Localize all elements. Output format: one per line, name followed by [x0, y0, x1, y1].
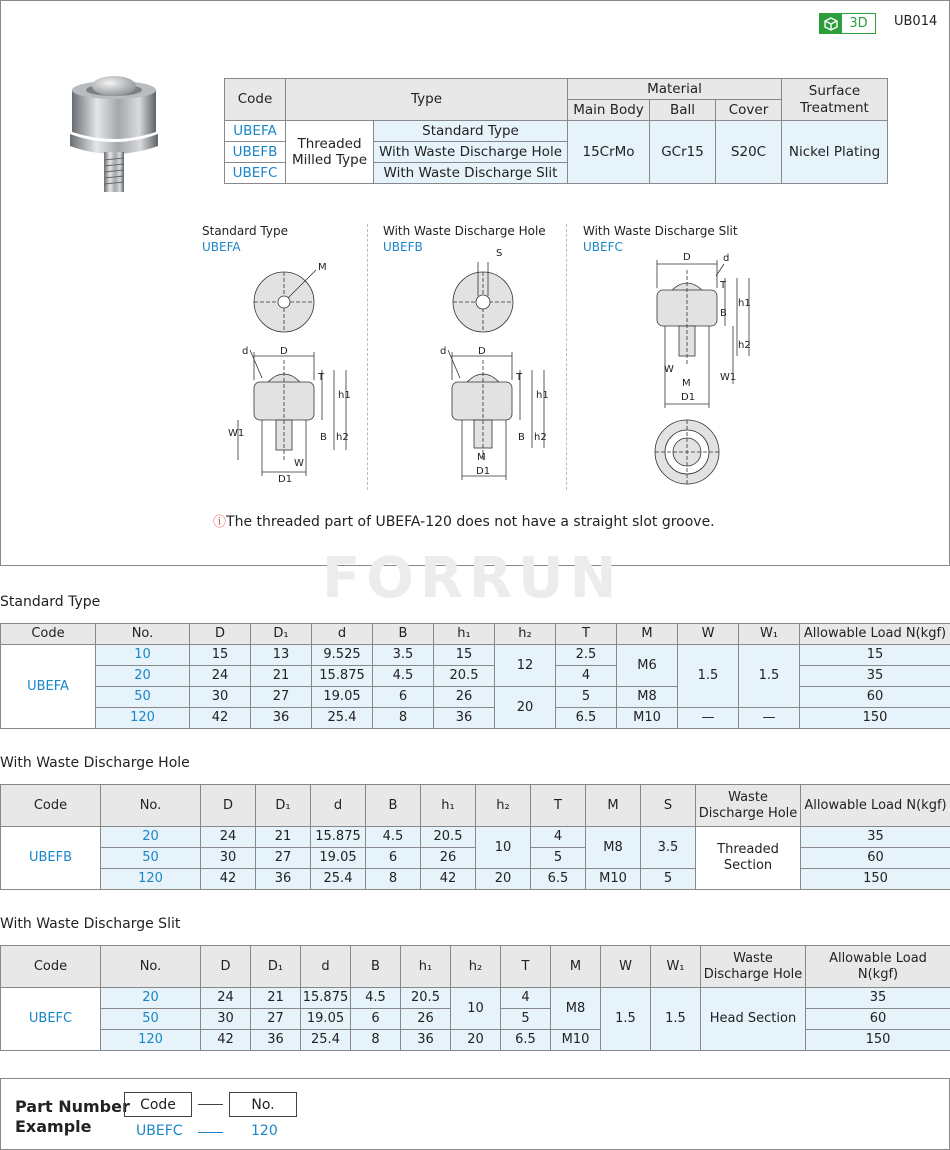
part-number-example — [0, 1078, 950, 1150]
cell: 6 — [373, 687, 434, 708]
watermark: FORRUN — [322, 546, 623, 611]
col-header: D — [201, 785, 256, 827]
cell: 19.05 — [311, 848, 366, 869]
header-main-body: Main Body — [568, 100, 650, 121]
dim-label: T — [516, 372, 523, 383]
surface-value: Nickel Plating — [782, 121, 888, 184]
subtype: With Waste Discharge Hole — [374, 142, 568, 163]
cell: 42 — [190, 708, 251, 729]
dim-label: h1 — [738, 298, 751, 309]
cell: 21 — [251, 988, 301, 1009]
no-cell[interactable]: 120 — [101, 1030, 201, 1051]
table-row — [1, 645, 950, 666]
header-cover: Cover — [716, 100, 782, 121]
cell: 6.5 — [531, 869, 586, 890]
cell: — — [678, 708, 739, 729]
no-cell[interactable]: 50 — [101, 1009, 201, 1030]
header-code: Code — [225, 79, 286, 121]
dim-label: B — [720, 308, 727, 319]
col-header: Allowable Load N(kgf) — [801, 785, 950, 827]
cell: 25.4 — [312, 708, 373, 729]
subtype: Standard Type — [374, 121, 568, 142]
header-ball: Ball — [650, 100, 716, 121]
no-value: 120 — [251, 1123, 278, 1139]
info-icon: ⓘ — [213, 515, 227, 530]
header-surface: Surface Treatment — [782, 79, 888, 121]
cell: 19.05 — [301, 1009, 351, 1030]
cell: 4.5 — [351, 988, 401, 1009]
cell: 26 — [401, 1009, 451, 1030]
section-title: With Waste Discharge Hole — [0, 755, 190, 771]
cell: 25.4 — [301, 1030, 351, 1051]
col-header: B — [373, 624, 434, 645]
cell: 24 — [201, 988, 251, 1009]
technical-drawings — [0, 0, 950, 566]
section-title: With Waste Discharge Slit — [0, 916, 181, 932]
no-cell[interactable]: 120 — [101, 869, 201, 890]
col-header: h₁ — [401, 946, 451, 988]
col-header: B — [366, 785, 421, 827]
no-cell[interactable]: 10 — [96, 645, 190, 666]
col-header: M — [551, 946, 601, 988]
cell: 15 — [434, 645, 495, 666]
table-row — [1, 687, 950, 708]
col-header: Allowable Load N(kgf) — [800, 624, 950, 645]
cell: M8 — [617, 687, 678, 708]
cell: 26 — [421, 848, 476, 869]
dim-label: d — [440, 346, 447, 357]
cell: 5 — [531, 848, 586, 869]
no-cell[interactable]: 120 — [96, 708, 190, 729]
cell: 6 — [351, 1009, 401, 1030]
col-header: W₁ — [651, 946, 701, 988]
cell: 15 — [190, 645, 251, 666]
cover-value: S20C — [716, 121, 782, 184]
drawing-code: UBEFC — [583, 240, 623, 254]
col-header: D₁ — [256, 785, 311, 827]
cell: 4.5 — [366, 827, 421, 848]
cell: 60 — [800, 687, 950, 708]
dim-label: B — [518, 432, 525, 443]
table-row — [1, 988, 950, 1009]
col-header: D — [201, 946, 251, 988]
main-body-value: 15CrMo — [568, 121, 650, 184]
cell: 24 — [190, 666, 251, 687]
dim-label: B — [320, 432, 327, 443]
cell: 25.4 — [311, 869, 366, 890]
dim-label: W — [664, 364, 674, 375]
no-cell[interactable]: 50 — [96, 687, 190, 708]
cell: 4 — [531, 827, 586, 848]
cell: 9.525 — [312, 645, 373, 666]
cell: 21 — [251, 666, 312, 687]
note-text: The threaded part of UBEFA-120 does not have a straight slot groove. — [226, 514, 715, 530]
col-header: d — [312, 624, 373, 645]
dim-label: W — [294, 458, 304, 469]
cell: 30 — [201, 1009, 251, 1030]
cell: 24 — [201, 827, 256, 848]
cell: M6 — [617, 645, 678, 687]
header-material: Material — [568, 79, 782, 100]
col-header: h₁ — [434, 624, 495, 645]
cell: 35 — [801, 827, 950, 848]
cell: 12 — [495, 645, 556, 687]
col-header: D₁ — [251, 624, 312, 645]
cell: 42 — [201, 1030, 251, 1051]
table-row — [1, 869, 950, 890]
cell: 1.5 — [601, 988, 651, 1051]
cell: 20.5 — [434, 666, 495, 687]
dim-label: D1 — [278, 474, 293, 485]
dim-label: d — [723, 253, 730, 264]
cell: 8 — [366, 869, 421, 890]
drawing-title: Standard Type — [202, 224, 288, 238]
col-header: D₁ — [251, 946, 301, 988]
dim-label: D1 — [476, 466, 491, 477]
cell: 36 — [256, 869, 311, 890]
col-header: S — [641, 785, 696, 827]
col-header: h₂ — [495, 624, 556, 645]
col-header: Code — [1, 946, 101, 988]
cell: 36 — [401, 1030, 451, 1051]
cell: 26 — [434, 687, 495, 708]
cell: 35 — [800, 666, 950, 687]
cell: 150 — [800, 708, 950, 729]
cell: M10 — [617, 708, 678, 729]
cell: 8 — [373, 708, 434, 729]
col-header: h₂ — [451, 946, 501, 988]
cell: M10 — [551, 1030, 601, 1051]
col-header: No. — [101, 785, 201, 827]
dim-label: D1 — [681, 392, 696, 403]
cell: 35 — [806, 988, 950, 1009]
code-value: UBEFC — [136, 1123, 183, 1139]
cell: Head Section — [701, 988, 806, 1051]
cell: 30 — [201, 848, 256, 869]
col-header: T — [531, 785, 586, 827]
connector-line — [198, 1132, 223, 1133]
cell: 5 — [641, 869, 696, 890]
cell: 10 — [451, 988, 501, 1030]
cell: 27 — [251, 687, 312, 708]
dim-label: M — [318, 262, 327, 273]
col-header: W — [678, 624, 739, 645]
cell: 20.5 — [421, 827, 476, 848]
cell: 20.5 — [401, 988, 451, 1009]
section-title: Standard Type — [0, 594, 101, 610]
cell: 19.05 — [312, 687, 373, 708]
col-header: Code — [1, 624, 96, 645]
cell: — — [739, 708, 800, 729]
col-header: h₂ — [476, 785, 531, 827]
3d-label: 3D — [849, 16, 868, 31]
type-group: Threaded Milled Type — [286, 121, 374, 184]
cell: 10 — [476, 827, 531, 869]
dim-label: T — [720, 280, 727, 291]
connector-line — [198, 1104, 223, 1105]
no-cell[interactable]: 50 — [101, 848, 201, 869]
cell: 15 — [800, 645, 950, 666]
no-cell[interactable]: 20 — [101, 988, 201, 1009]
cell: 6.5 — [556, 708, 617, 729]
code-box: Code — [124, 1092, 192, 1117]
col-header: No. — [96, 624, 190, 645]
standard-spec-table — [0, 623, 950, 729]
part-number-title-line: Part Number — [15, 1097, 130, 1116]
dim-label: W1 — [228, 428, 245, 439]
drawing-code: UBEFB — [383, 240, 423, 254]
cell: 30 — [190, 687, 251, 708]
drawing-code: UBEFA — [202, 240, 241, 254]
col-header: h₁ — [421, 785, 476, 827]
col-header: M — [586, 785, 641, 827]
col-header: Code — [1, 785, 101, 827]
code-cell: UBEFA — [1, 645, 96, 729]
cell: 3.5 — [641, 827, 696, 869]
cell: 5 — [556, 687, 617, 708]
cell: 6.5 — [501, 1030, 551, 1051]
cell: 27 — [256, 848, 311, 869]
col-header: d — [301, 946, 351, 988]
dim-label: M — [477, 452, 486, 463]
cell: 42 — [421, 869, 476, 890]
dim-label: T — [318, 372, 325, 383]
cell: 21 — [256, 827, 311, 848]
dim-label: D — [478, 346, 486, 357]
cell: 36 — [251, 708, 312, 729]
no-cell[interactable]: 20 — [96, 666, 190, 687]
cell: 8 — [351, 1030, 401, 1051]
slit-spec-table — [0, 945, 950, 1051]
code-link[interactable]: UBEFB — [225, 142, 286, 163]
cell: 4 — [556, 666, 617, 687]
page-code: UB014 — [894, 14, 938, 29]
cell: 1.5 — [651, 988, 701, 1051]
part-number-title — [15, 1097, 130, 1137]
col-header: D — [190, 624, 251, 645]
table-row — [1, 827, 950, 848]
cell: 5 — [501, 1009, 551, 1030]
code-cell: UBEFC — [1, 988, 101, 1051]
cell: M10 — [586, 869, 641, 890]
col-header: Allowable Load N(kgf) — [806, 946, 950, 988]
cell: 36 — [251, 1030, 301, 1051]
drawing-title: With Waste Discharge Hole — [383, 224, 546, 238]
header-type: Type — [286, 79, 568, 121]
cell: 150 — [806, 1030, 950, 1051]
cell: 4.5 — [373, 666, 434, 687]
cell: 20 — [495, 687, 556, 729]
cell: 4 — [501, 988, 551, 1009]
hole-spec-table — [0, 784, 950, 890]
code-link[interactable]: UBEFA — [225, 121, 286, 142]
dim-label: d — [242, 346, 249, 357]
col-header: W₁ — [739, 624, 800, 645]
cell: 20 — [451, 1030, 501, 1051]
dim-label: D — [280, 346, 288, 357]
part-number-title-line: Example — [15, 1117, 92, 1136]
dim-label: D — [683, 252, 691, 263]
cell: 15.875 — [312, 666, 373, 687]
table-row — [1, 708, 950, 729]
cell: 27 — [251, 1009, 301, 1030]
cell: 1.5 — [678, 645, 739, 708]
dim-label: h2 — [336, 432, 349, 443]
col-header: No. — [101, 946, 201, 988]
subtype: With Waste Discharge Slit — [374, 163, 568, 184]
cell: 2.5 — [556, 645, 617, 666]
table-row — [1, 1030, 950, 1051]
cell: 15.875 — [301, 988, 351, 1009]
cell: 42 — [201, 869, 256, 890]
dim-label: h1 — [536, 390, 549, 401]
col-header: d — [311, 785, 366, 827]
cell: 60 — [806, 1009, 950, 1030]
cell: 36 — [434, 708, 495, 729]
dim-label: h1 — [338, 390, 351, 401]
col-header: T — [556, 624, 617, 645]
col-header: M — [617, 624, 678, 645]
ball-value: GCr15 — [650, 121, 716, 184]
col-header: W — [601, 946, 651, 988]
code-cell: UBEFB — [1, 827, 101, 890]
cell: 20 — [476, 869, 531, 890]
col-header: Waste Discharge Hole — [696, 785, 801, 827]
dim-label: W1 — [720, 372, 737, 383]
cell: M8 — [586, 827, 641, 869]
no-box: No. — [229, 1092, 297, 1117]
cell: 60 — [801, 848, 950, 869]
cell: 3.5 — [373, 645, 434, 666]
cell: M8 — [551, 988, 601, 1030]
table-row — [1, 666, 950, 687]
dim-label: h2 — [534, 432, 547, 443]
note — [213, 511, 715, 530]
cell: 15.875 — [311, 827, 366, 848]
cell: 150 — [801, 869, 950, 890]
no-cell[interactable]: 20 — [101, 827, 201, 848]
drawing-title: With Waste Discharge Slit — [583, 224, 738, 238]
col-header: B — [351, 946, 401, 988]
cell: 1.5 — [739, 645, 800, 708]
dim-label: S — [496, 248, 503, 259]
col-header: Waste Discharge Hole — [701, 946, 806, 988]
col-header: T — [501, 946, 551, 988]
cell: Threaded Section — [696, 827, 801, 890]
cell: 13 — [251, 645, 312, 666]
cell: 6 — [366, 848, 421, 869]
code-link[interactable]: UBEFC — [225, 163, 286, 184]
dim-label: h2 — [738, 340, 751, 351]
dim-label: M — [682, 378, 691, 389]
table-row — [1, 848, 950, 869]
